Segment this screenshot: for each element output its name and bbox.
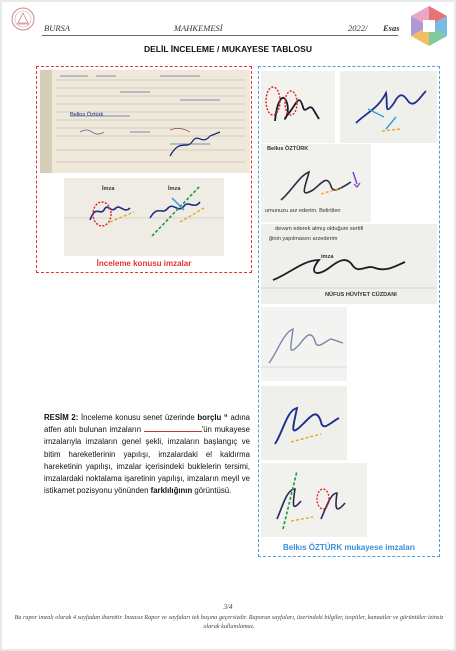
closeup-imza-left: İmza: [102, 186, 115, 192]
promissory-note-photo: [40, 70, 250, 173]
reference-signature-6: [261, 386, 347, 460]
page-number: 3/4: [223, 603, 233, 611]
reference-signature-1: [261, 71, 335, 143]
reference-signature-2: [340, 71, 437, 143]
desc-difference: farklılığının: [150, 486, 193, 496]
desc-part-4: görüntüsü.: [192, 486, 232, 496]
reference-signature-4: [261, 224, 437, 304]
reference-caption: Belkıs ÖZTÜRK mukayese imzaları: [282, 543, 416, 552]
report-page: [2, 2, 454, 649]
redacted-name-blank: [144, 431, 202, 432]
ref4-id-card-label: NÜFUS HÜVİYET CÜZDANI: [325, 292, 397, 298]
desc-part-2: adına atfen atılı bulunan imzaların: [44, 413, 251, 435]
ref4-line-b: ğinin yapılmasını arzederim: [269, 236, 338, 242]
figure-label: RESİM 2:: [44, 413, 79, 422]
reference-signature-3: [261, 144, 371, 222]
desc-part-3: mukayese imzalarıyla imzaların genel şekli, imzaların başlangıç ve bitim hareketlerinin yapılışı, imzalardaki el kaldırma hareketinin yapılışı, imzalar içerisindeki buklelerin tersimi, imzalardaki noktalama işaretinin yapılışı, imzaların meyil ve istikamet pozisyonu yönünden: [44, 425, 251, 496]
header-rule: [42, 35, 398, 36]
desc-borclu: borçlu “: [197, 413, 228, 422]
ref4-line-a: devam ederek almış olduğum sertifi: [275, 226, 364, 232]
footer-note: Bu rapor imzalı olarak 4 sayfadan ibarettir. İmzasız Rapor ve sayfaları tek başına geçersizdir. Raporun sayfaları, üzerindeki bilgiler, tespitler, kanaatler ve görüntüler izinsiz olarak kullanılamaz.: [14, 614, 444, 630]
ministry-seal-icon: [10, 6, 36, 34]
questioned-caption: İnceleme konusu imzalar: [96, 259, 192, 268]
page-title: DELİL İNCELEME / MUKAYESE TABLOSU: [144, 44, 312, 54]
header-city: BURSA: [44, 23, 70, 33]
ref3-line: umunuzu arz ederim. Belirtilen: [265, 208, 341, 214]
questioned-signatures-closeup: [64, 178, 224, 256]
desc-un: 'ün: [201, 425, 212, 435]
header-esas: Esas: [383, 23, 400, 33]
desc-part-1: İnceleme konusu senet üzerinde: [78, 413, 198, 422]
institute-logo-icon: [407, 4, 451, 48]
note-name: Belkıs Öztürk: [70, 112, 104, 118]
closeup-imza-right: İmza: [168, 186, 181, 192]
header-year: 2022/: [348, 23, 368, 33]
ref3-name: Belkıs ÖZTÜRK: [267, 146, 309, 152]
reference-signature-5: [261, 307, 347, 381]
reference-signature-7: [261, 463, 367, 537]
header-court: MAHKEMESİ: [174, 23, 223, 33]
ref4-imza: imza: [321, 254, 334, 260]
figure-description: [44, 412, 250, 497]
